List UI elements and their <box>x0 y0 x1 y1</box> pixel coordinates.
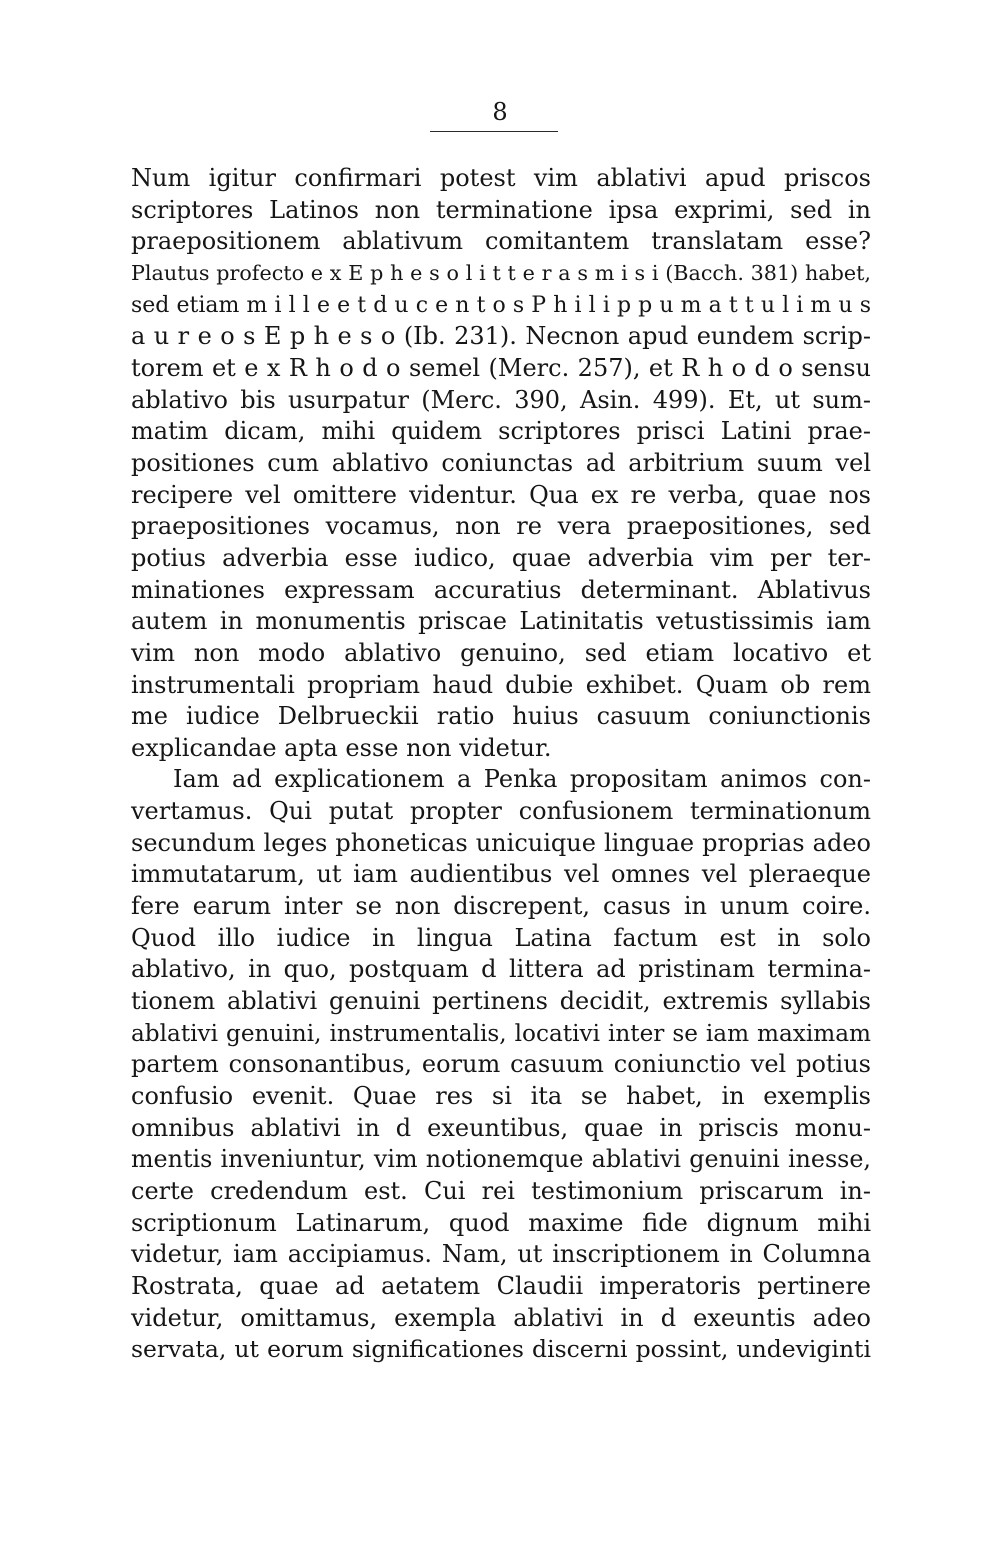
text-line: torem et e x R h o d o semel (Merc. 257), et R h o d o sensu <box>131 353 871 382</box>
text-line: tionem ablativi genuini pertinens decidit, extremis syllabis <box>131 987 871 1016</box>
text-line: matim dicam, mihi quidem scriptores prisci Latini prae- <box>131 417 871 446</box>
text-line: servata, ut eorum significationes discerni possint, undeviginti <box>131 1335 871 1364</box>
text-line: instrumentali propriam haud dubie exhibet. Quam ob rem <box>131 670 871 699</box>
text-line: Num igitur confirmari potest vim ablativi apud priscos <box>131 164 871 192</box>
body-text <box>131 163 871 1366</box>
text-line: ablativo bis usurpatur (Merc. 390, Asin. 499). Et, ut sum- <box>131 385 871 414</box>
text-line: Rostrata, quae ad aetatem Claudii imperatoris pertinere <box>131 1271 871 1300</box>
text-line: certe credendum est. Cui rei testimonium priscarum in- <box>131 1177 871 1205</box>
text-line: positiones cum ablativo coniunctas ad arbitrium suum vel <box>131 448 871 477</box>
text-line: scriptionum Latinarum, quod maxime fide dignum mihi <box>131 1208 871 1237</box>
text-line: me iudice Delbrueckii ratio huius casuum coniunctionis <box>131 702 871 731</box>
text-line: vertamus. Qui putat propter confusionem terminationum <box>131 797 871 826</box>
text-line: Quod illo iudice in lingua Latina factum est in solo <box>131 923 871 952</box>
text-line: omnibus ablativi in d exeuntibus, quae in priscis monu- <box>131 1113 871 1142</box>
text-line: sed etiam m i l l e e t d u c e n t o s P h i l i p p u m a t t u l i m u s <box>131 292 871 318</box>
text-line: partem consonantibus, eorum casuum coniunctio vel potius <box>131 1050 871 1079</box>
text-line: immutatarum, ut iam audientibus vel omnes vel pleraeque <box>131 860 871 889</box>
text-line: Plautus profecto e x E p h e s o l i t t e r a s m i s i (Bacch. 381) habet, <box>131 260 871 285</box>
text-line: minationes expressam accuratius determinant. Ablativus <box>131 575 871 604</box>
page-number: 8 <box>492 98 508 126</box>
text-line: praepositiones vocamus, non re vera praepositiones, sed <box>131 512 871 541</box>
text-line: scriptores Latinos non terminatione ipsa exprimi, sed in <box>131 195 871 224</box>
text-line: praepositionem ablativum comitantem translatam esse? <box>131 227 871 256</box>
text-line: recipere vel omittere videntur. Qua ex re verba, quae nos <box>131 480 871 509</box>
text-line: explicandae apta esse non videtur. <box>131 733 552 762</box>
text-line: autem in monumentis priscae Latinitatis vetustissimis iam <box>131 607 871 636</box>
text-line: videtur, omittamus, exempla ablativi in d exeuntis adeo <box>131 1303 871 1332</box>
text-line: vim non modo ablativo genuino, sed etiam locativo et <box>131 638 871 667</box>
text-line: potius adverbia esse iudico, quae adverbia vim per ter- <box>131 543 871 572</box>
text-line: ablativi genuini, instrumentalis, locativi inter se iam maximam <box>131 1019 871 1047</box>
text-line: fere earum inter se non discrepent, casus in unum coire. <box>131 892 871 921</box>
text-line: mentis inveniuntur, vim notionemque ablativi genuini inesse, <box>131 1145 871 1174</box>
text-line: a u r e o s E p h e s o (Ib. 231). Necnon apud eundem scrip- <box>131 322 871 351</box>
text-line: videtur, iam accipiamus. Nam, ut inscriptionem in Columna <box>131 1240 871 1269</box>
text-line: ablativo, in quo, postquam d littera ad pristinam termina- <box>131 955 871 984</box>
header-rule <box>430 131 558 132</box>
text-line: confusio evenit. Quae res si ita se habet, in exemplis <box>131 1082 871 1111</box>
text-line: secundum leges phoneticas unicuique linguae proprias adeo <box>131 828 871 857</box>
text-line: Iam ad explicationem a Penka propositam animos con- <box>173 765 871 794</box>
